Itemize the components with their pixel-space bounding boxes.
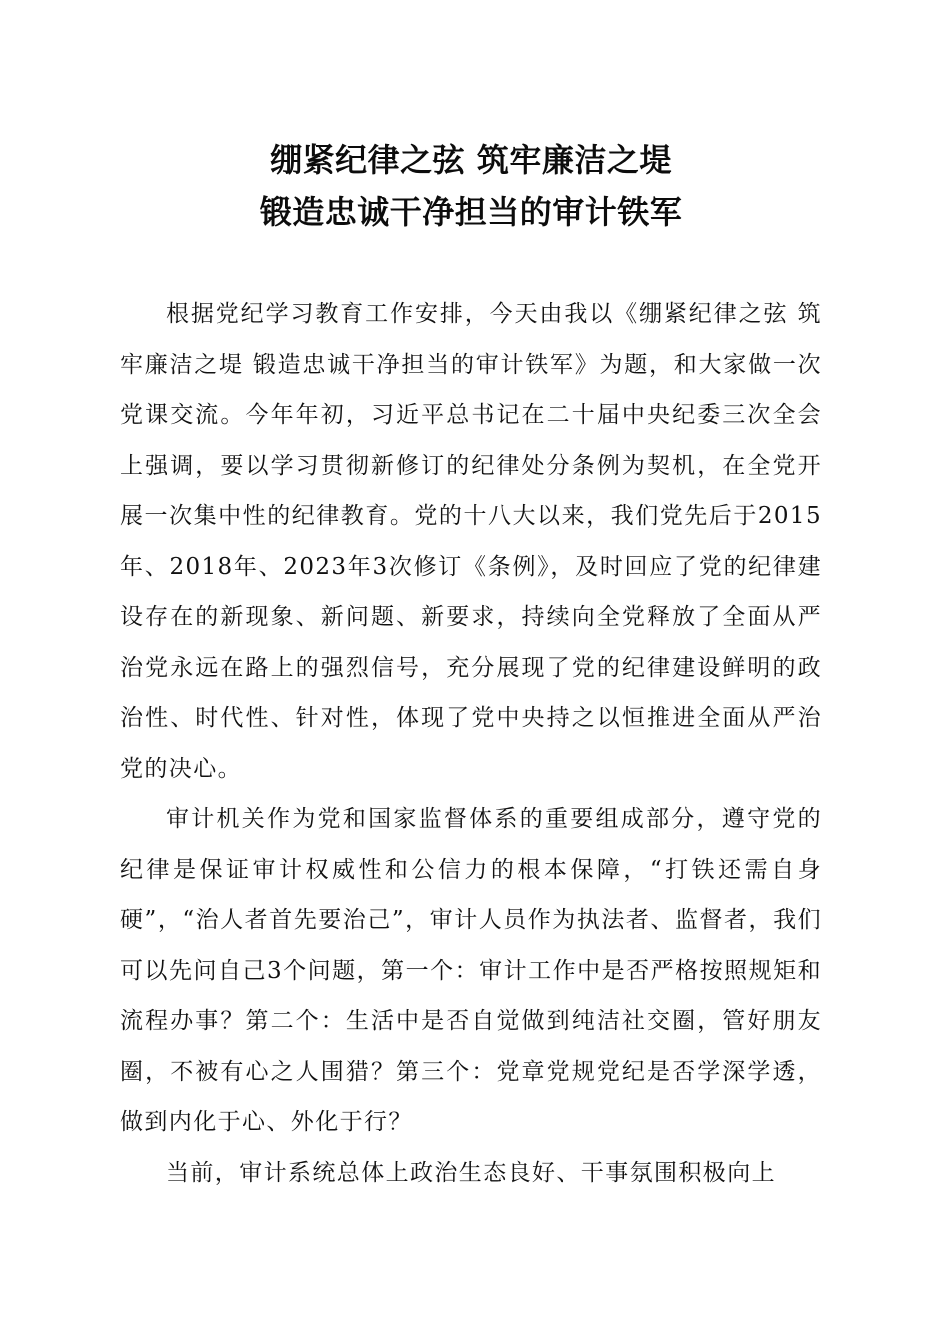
title-line-2: 锻造忠诚干净担当的审计铁军 bbox=[259, 193, 683, 231]
paragraph-1: 根据党纪学习教育工作安排，今天由我以《绷紧纪律之弦 筑牢廉洁之堤 锻造忠诚干净担当的审计铁军》为题，和大家做一次党课交流。今年年初，习近平总书记在二十届中央纪委三次全会上强调，要以学习贯彻新修订的纪律处分条例为契机，在全党开展一次集中性的纪律教育。党的十八大以来，我们党先后于2015年、2018年、2023年3次修订《条例》，及时回应了党的纪律建设存在的新现象、新问题、新要求，持续向全党释放了全面从严治党永远在路上的强烈信号，充分展现了党的纪律建设鲜明的政治性、时代性、针对性，体现了党中央持之以恒推进全面从严治党的决心。 bbox=[120, 301, 822, 782]
document-body bbox=[120, 289, 822, 1198]
paragraph-3: 当前，审计系统总体上政治生态良好、干事氛围积极向上 bbox=[166, 1159, 776, 1186]
document-page bbox=[120, 0, 822, 1344]
paragraph-2: 审计机关作为党和国家监督体系的重要组成部分，遵守党的纪律是保证审计权威性和公信力的根本保障，“打铁还需自身硬”，“治人者首先要治己”，审计人员作为执法者、监督者，我们可以先问自己3个问题，第一个：审计工作中是否严格按照规矩和流程办事？第二个：生活中是否自觉做到纯洁社交圈，管好朋友圈，不被有心之人围猎？第三个：党章党规党纪是否学深学透，做到内化于心、外化于行？ bbox=[120, 806, 822, 1135]
title-line-1: 绷紧纪律之弦 筑牢廉洁之堤 bbox=[270, 141, 672, 179]
